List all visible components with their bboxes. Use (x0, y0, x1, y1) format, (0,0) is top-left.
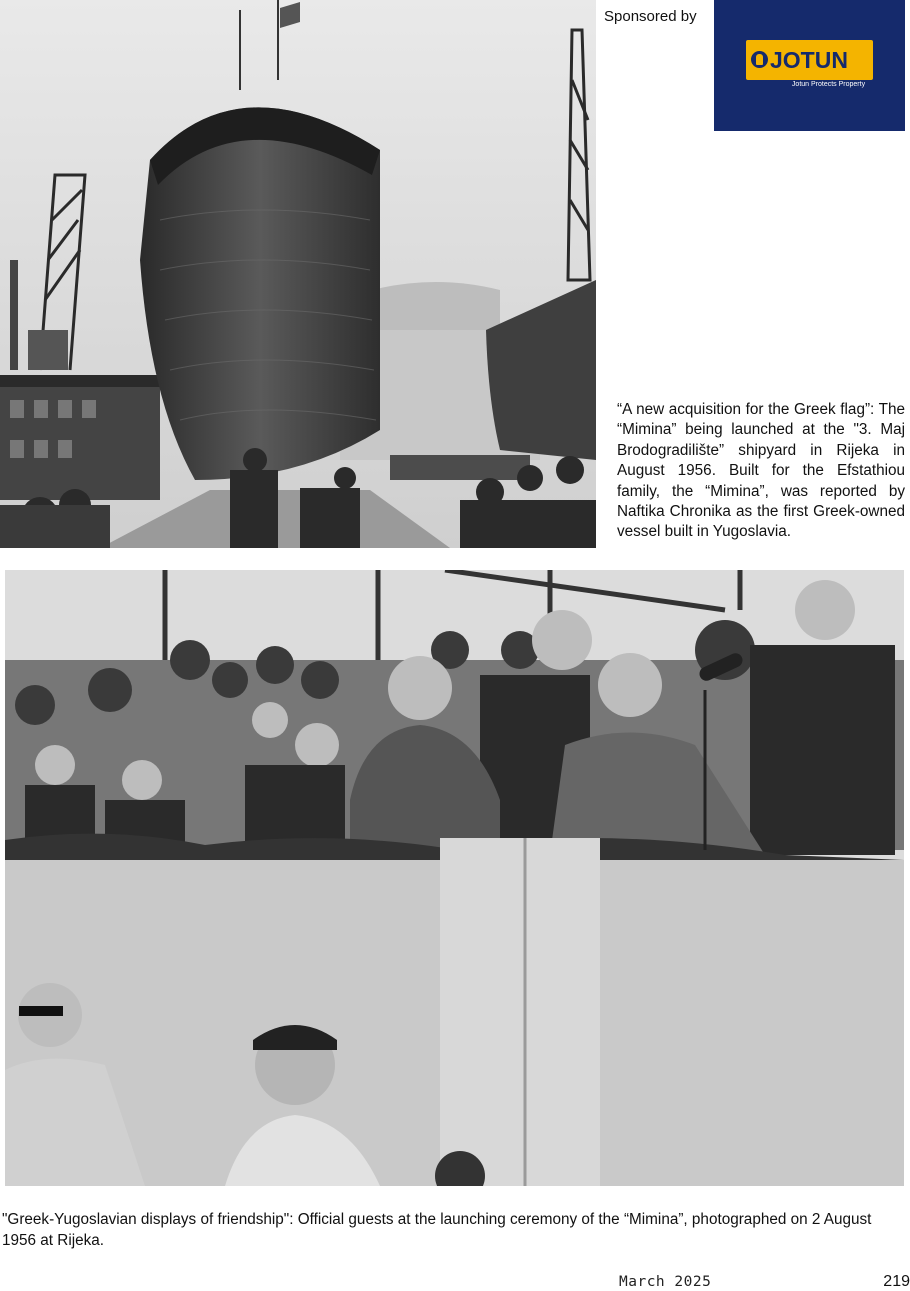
sponsor-label: Sponsored by (604, 8, 697, 25)
sponsor-logo-box[interactable] (714, 0, 905, 131)
issue-date: March 2025 (619, 1274, 712, 1290)
ceremony-guests-photo (5, 570, 904, 1186)
jotun-brand-name: JOTUN (770, 47, 848, 73)
caption-ship-launch: “A new acquisition for the Greek flag”: The “Mimina” being launched at the "3. Maj Brodogradilište” shipyard in Rijeka in August 1956. Built for the Efstathiou family, the “Mimina”, was reported by Naftika Chronika as the first Greek-owned vessel built in Yugoslavia. (617, 401, 905, 541)
caption-ceremony: "Greek-Yugoslavian displays of friendship": Official guests at the launching ceremony of the “Mimina”, photographed on 2 August 1956 at Rijeka. (2, 1211, 872, 1249)
jotun-logo (746, 40, 873, 80)
ship-launch-photo (0, 0, 596, 548)
jotun-logo-icon (751, 51, 768, 68)
page-number: 219 (883, 1273, 910, 1290)
jotun-tagline: Jotun Protects Property (791, 81, 866, 88)
